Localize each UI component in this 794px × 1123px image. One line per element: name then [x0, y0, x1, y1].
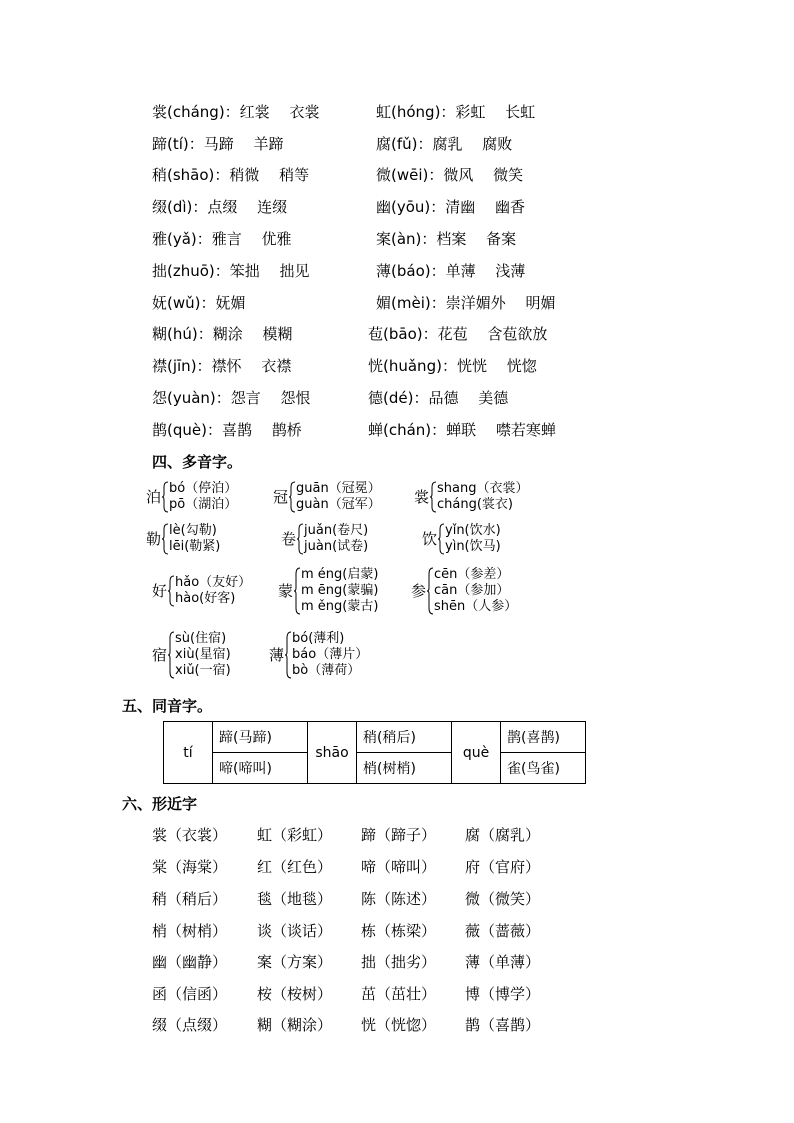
poly-char: 好 [152, 582, 168, 600]
similar-item: 缀（点缀） [152, 1016, 228, 1034]
similar-item: 栋（栋梁） [361, 922, 437, 940]
poly-group-bo2 [269, 631, 368, 679]
section4-heading: 四、多音字。 [152, 453, 243, 471]
brace-icon [437, 523, 445, 555]
poly-char: 裳 [414, 488, 430, 506]
entry-wu: 妩(wǔ)：妩媚 [152, 294, 246, 312]
table-cell: 雀(鸟雀) [501, 753, 586, 784]
table-cell-pinyin: què [452, 722, 501, 784]
table-cell: 稍(稍后) [357, 722, 452, 753]
homophone-table [163, 721, 586, 784]
poly-group-meng [278, 567, 378, 615]
similar-item: 棠（海棠） [152, 858, 228, 876]
entry-mei: 媚(mèi)：崇洋媚外 明媚 [376, 294, 556, 312]
similar-item: 谈（谈话） [257, 922, 333, 940]
poly-reading: cháng(裳衣) [437, 497, 514, 512]
poly-char: 参 [411, 582, 427, 600]
brace-icon [288, 481, 296, 513]
poly-char: 泊 [146, 488, 162, 506]
entry-zhui: 缀(dì)：点缀 连缀 [152, 198, 288, 216]
poly-char: 蒙 [278, 582, 294, 600]
entry-chan: 蝉(chán)：蝉联 噤若寒蝉 [368, 421, 556, 439]
entry-changg: 裳(cháng)：红裳 衣裳 [152, 103, 320, 121]
poly-reading: guàn（冠军） [296, 497, 381, 512]
table-cell: 啼(啼叫) [213, 753, 308, 784]
poly-reading: juàn(试卷) [304, 539, 369, 554]
similar-item: 裳（衣裳） [152, 826, 228, 844]
poly-reading: m ēng(蒙骗) [301, 583, 379, 598]
entry-huang: 恍(huǎng)：恍恍 恍惚 [368, 357, 537, 375]
similar-item: 博（博学） [465, 985, 541, 1003]
poly-reading: hào(好客) [175, 591, 236, 606]
similar-item: 红（红色） [257, 858, 333, 876]
entry-yuan: 怨(yuàn)：怨言 怨恨 [152, 389, 311, 407]
similar-item: 虹（彩虹） [257, 826, 333, 844]
similar-item: 微（微笑） [465, 890, 541, 908]
poly-group-le [146, 523, 220, 555]
entry-bao: 薄(báo)：单薄 浅薄 [376, 262, 526, 280]
table-cell-pinyin: shāo [308, 722, 357, 784]
brace-icon [296, 523, 304, 555]
poly-char: 卷 [281, 530, 297, 548]
poly-reading: juǎn(卷尺) [304, 523, 369, 538]
poly-char: 勒 [146, 530, 162, 548]
similar-item: 腐（腐乳） [465, 826, 541, 844]
brace-icon [167, 631, 175, 679]
poly-reading: lè(勾勒) [169, 523, 217, 538]
poly-reading: pō（湖泊） [169, 497, 238, 512]
poly-reading: m ěng(蒙古) [301, 599, 379, 614]
poly-group-juan [281, 523, 368, 555]
section6-heading: 六、形近字 [122, 795, 198, 813]
entry-hong: 虹(hóng)：彩虹 长虹 [376, 103, 536, 121]
poly-char: 宿 [152, 646, 168, 664]
similar-item: 鹊（喜鹊） [465, 1016, 541, 1034]
poly-group-shang [414, 481, 529, 513]
similar-item: 梢（树梢） [152, 922, 228, 940]
table-row [164, 722, 586, 753]
poly-group-hao [152, 575, 251, 607]
poly-group-su [152, 631, 231, 679]
poly-reading: sù(住宿) [175, 631, 227, 646]
entry-ti: 蹄(tí)：马蹄 羊蹄 [152, 135, 284, 153]
poly-group-yin [422, 523, 501, 555]
similar-item: 薄（单薄） [465, 953, 541, 971]
entry-jin: 襟(jīn)：襟怀 衣襟 [152, 357, 292, 375]
entry-ya: 雅(yǎ)：雅言 优雅 [152, 230, 292, 248]
poly-reading: hǎo（友好） [175, 575, 252, 590]
poly-reading: bò（薄荷） [292, 663, 361, 678]
similar-item: 恍（恍惚） [361, 1016, 437, 1034]
poly-reading: báo（薄片） [292, 647, 369, 662]
entry-shao: 稍(shāo)：稍微 稍等 [152, 166, 310, 184]
similar-item: 啼（啼叫） [361, 858, 437, 876]
poly-char: 饮 [422, 530, 438, 548]
poly-reading: guān（冠冕） [296, 481, 381, 496]
similar-item: 稍（稍后） [152, 890, 228, 908]
poly-char: 薄 [269, 646, 285, 664]
similar-item: 府（官府） [465, 858, 541, 876]
brace-icon [167, 575, 175, 607]
table-cell: 鹊(喜鹊) [501, 722, 586, 753]
entry-hu: 糊(hú)：糊涂 模糊 [152, 325, 293, 343]
similar-item: 糊（糊涂） [257, 1016, 333, 1034]
poly-reading: xiǔ(一宿) [175, 663, 231, 678]
similar-item: 薇（蔷薇） [465, 922, 541, 940]
poly-reading: cān（参加） [434, 583, 510, 598]
poly-reading: xiù(星宿) [175, 647, 231, 662]
entry-bao2: 苞(bāo)：花苞 含苞欲放 [368, 325, 548, 343]
similar-item: 案（方案） [257, 953, 333, 971]
brace-icon [429, 481, 437, 513]
poly-reading: cēn（参差） [434, 567, 510, 582]
poly-reading: shēn（人参） [434, 599, 518, 614]
similar-item: 蹄（蹄子） [361, 826, 437, 844]
similar-item: 拙（拙劣） [361, 953, 437, 971]
poly-group-bo [146, 481, 237, 513]
poly-reading: m éng(启蒙) [301, 567, 379, 582]
poly-group-guan [273, 481, 381, 513]
brace-icon [161, 481, 169, 513]
table-cell-pinyin: tí [164, 722, 213, 784]
similar-item: 幽（幽静） [152, 953, 228, 971]
brace-icon [161, 523, 169, 555]
entry-de: 德(dé)：品德 美德 [368, 389, 509, 407]
brace-icon [293, 567, 301, 615]
poly-reading: yìn(饮马) [445, 539, 501, 554]
entry-zhuo: 拙(zhuō)：笨拙 拙见 [152, 262, 310, 280]
similar-item: 函（信函） [152, 985, 228, 1003]
table-cell: 蹄(马蹄) [213, 722, 308, 753]
poly-reading: shang（衣裳） [437, 481, 529, 496]
table-row [164, 753, 586, 784]
entry-que: 鹊(què)：喜鹊 鹊桥 [152, 421, 302, 439]
similar-item: 陈（陈述） [361, 890, 437, 908]
similar-item: 茁（茁壮） [361, 985, 437, 1003]
poly-reading: yǐn(饮水) [445, 523, 501, 538]
poly-reading: lēi(勒紧) [169, 539, 221, 554]
brace-icon [284, 631, 292, 679]
similar-item: 毯（地毯） [257, 890, 333, 908]
section5-heading: 五、同音字。 [122, 697, 213, 715]
entry-wei: 微(wēi)：微风 微笑 [376, 166, 524, 184]
entry-an: 案(àn)：档案 备案 [376, 230, 517, 248]
table-cell: 梢(树梢) [357, 753, 452, 784]
entry-you: 幽(yōu)：清幽 幽香 [376, 198, 526, 216]
brace-icon [426, 567, 434, 615]
entry-fu: 腐(fǔ)：腐乳 腐败 [376, 135, 513, 153]
poly-char: 冠 [273, 488, 289, 506]
poly-group-can [411, 567, 517, 615]
similar-item: 桉（桉树） [257, 985, 333, 1003]
poly-reading: bó（停泊） [169, 481, 238, 496]
poly-reading: bó(薄利) [292, 631, 345, 646]
